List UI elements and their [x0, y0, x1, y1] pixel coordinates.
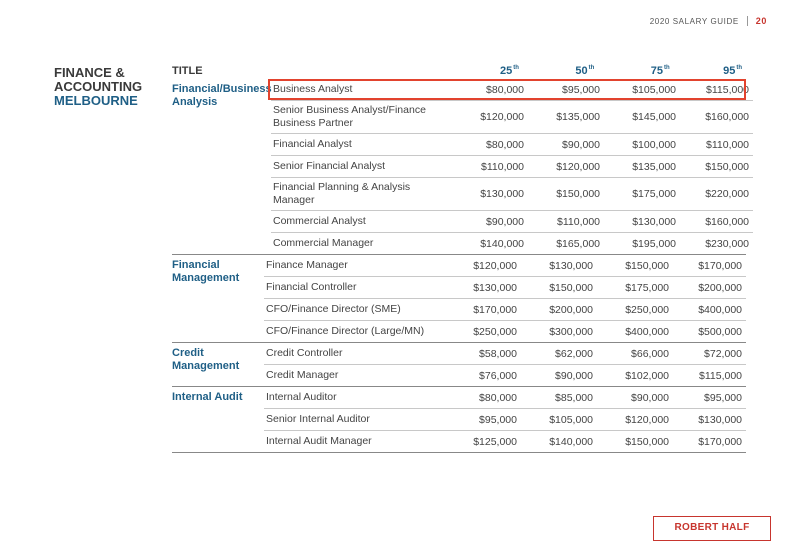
salary-p25-cell: $170,000 [473, 303, 517, 316]
job-title-cell: Commercial Manager [273, 237, 374, 249]
section-title-line2: ACCOUNTING [54, 79, 143, 94]
robert-half-logo: ROBERT HALF [653, 516, 771, 541]
table-row [271, 156, 753, 178]
salary-p75-cell: $150,000 [625, 435, 669, 448]
job-title-cell: Financial Planning & Analysis Manager [273, 181, 411, 206]
job-title-cell: CFO/Finance Director (Large/MN) [266, 325, 425, 337]
salary-p25-cell: $140,000 [480, 237, 524, 250]
salary-p50-cell: $90,000 [555, 369, 593, 382]
salary-p25-cell: $120,000 [473, 259, 517, 272]
salary-p75-cell: $145,000 [632, 111, 676, 123]
table-row [271, 178, 753, 211]
group-name: Internal Audit [172, 391, 243, 403]
salary-p25-cell: $95,000 [479, 413, 517, 426]
group-rows [264, 343, 746, 386]
highlight-box [268, 79, 746, 100]
job-title-cell: Financial Controller [266, 281, 357, 293]
table-row [271, 101, 753, 134]
salary-p50-cell: $90,000 [562, 138, 600, 151]
salary-p75-cell: $175,000 [632, 188, 676, 200]
salary-p25-cell: $110,000 [480, 160, 524, 173]
percentile-50-header: 50th [575, 65, 595, 77]
salary-p95-cell: $115,000 [705, 83, 749, 96]
table-group [172, 387, 746, 453]
group-name: Financial/Business Analysis [172, 83, 272, 108]
salary-p75-cell: $195,000 [632, 237, 676, 250]
salary-p75-cell: $90,000 [631, 391, 669, 404]
table-header [172, 62, 746, 79]
salary-p95-cell: $170,000 [698, 259, 742, 272]
salary-p25-cell: $250,000 [473, 325, 517, 338]
table-row [264, 343, 746, 365]
salary-p95-cell: $500,000 [698, 325, 742, 338]
salary-p95-cell: $115,000 [698, 369, 742, 382]
salary-p95-cell: $200,000 [698, 281, 742, 294]
salary-p50-cell: $120,000 [556, 160, 600, 173]
salary-p75-cell: $400,000 [625, 325, 669, 338]
table-row [264, 409, 746, 431]
page-header [650, 16, 767, 26]
salary-p25-cell: $130,000 [480, 188, 524, 200]
salary-p25-cell: $58,000 [479, 347, 517, 360]
table-row [264, 299, 746, 321]
salary-p95-cell: $150,000 [705, 160, 749, 173]
group-rows [264, 387, 746, 452]
salary-p95-cell: $220,000 [705, 188, 749, 200]
salary-p50-cell: $300,000 [549, 325, 593, 338]
job-title-cell: Commercial Analyst [273, 215, 366, 227]
salary-p25-cell: $120,000 [480, 111, 524, 123]
salary-p95-cell: $95,000 [704, 391, 742, 404]
section-title [54, 66, 142, 108]
section-title-line1: FINANCE & [54, 65, 125, 80]
salary-p50-cell: $150,000 [556, 188, 600, 200]
salary-p75-cell: $66,000 [631, 347, 669, 360]
table-group [172, 79, 749, 255]
salary-p50-cell: $130,000 [549, 259, 593, 272]
table-row [271, 134, 753, 156]
salary-p95-cell: $110,000 [705, 138, 749, 151]
table-row [264, 387, 746, 409]
table-body [172, 79, 749, 453]
salary-p25-cell: $130,000 [473, 281, 517, 294]
salary-table [172, 62, 749, 453]
salary-p50-cell: $95,000 [562, 83, 600, 96]
group-rows [271, 79, 753, 254]
salary-p25-cell: $80,000 [486, 138, 524, 151]
section-location: MELBOURNE [54, 93, 138, 108]
group-name: Credit Management [172, 347, 240, 372]
salary-p50-cell: $110,000 [556, 215, 600, 228]
job-title-cell: Credit Controller [266, 347, 343, 359]
salary-p75-cell: $250,000 [625, 303, 669, 316]
salary-p50-cell: $62,000 [555, 347, 593, 360]
guide-title: 2020 SALARY GUIDE [649, 16, 739, 26]
salary-p25-cell: $90,000 [486, 215, 524, 228]
title-column-header: TITLE [172, 65, 203, 77]
salary-p75-cell: $100,000 [632, 138, 676, 151]
salary-p75-cell: $135,000 [632, 160, 676, 173]
percentile-25-header: 25th [500, 65, 519, 77]
salary-p50-cell: $85,000 [555, 391, 593, 404]
salary-p95-cell: $160,000 [705, 215, 749, 228]
table-row [271, 211, 753, 233]
table-row [264, 365, 746, 386]
job-title-cell: Internal Audit Manager [266, 435, 372, 447]
salary-p50-cell: $140,000 [549, 435, 593, 448]
salary-p75-cell: $120,000 [625, 413, 669, 426]
table-row [264, 277, 746, 299]
job-title-cell: Finance Manager [266, 259, 348, 271]
salary-p95-cell: $230,000 [705, 237, 749, 250]
salary-p50-cell: $200,000 [549, 303, 593, 316]
job-title-cell: Senior Business Analyst/Finance Business Partner [273, 104, 426, 129]
salary-p75-cell: $175,000 [625, 281, 669, 294]
salary-p75-cell: $102,000 [625, 369, 669, 382]
table-row [264, 431, 746, 452]
salary-p95-cell: $170,000 [698, 435, 742, 448]
table-group [172, 255, 746, 343]
salary-p75-cell: $130,000 [632, 215, 676, 228]
salary-p50-cell: $150,000 [549, 281, 593, 294]
job-title-cell: Senior Internal Auditor [266, 413, 370, 425]
percentile-95-header: 95th [723, 65, 742, 77]
salary-p75-cell: $150,000 [625, 259, 669, 272]
group-name: Financial Management [172, 259, 240, 284]
table-row [271, 233, 753, 254]
salary-p95-cell: $130,000 [698, 413, 742, 426]
salary-p95-cell: $160,000 [705, 111, 749, 123]
salary-p50-cell: $165,000 [556, 237, 600, 250]
job-title-cell: Senior Financial Analyst [273, 160, 386, 172]
job-title-cell: Credit Manager [266, 369, 339, 381]
salary-p25-cell: $80,000 [486, 83, 524, 96]
salary-p50-cell: $135,000 [556, 111, 600, 123]
group-rows [264, 255, 746, 342]
salary-p25-cell: $76,000 [479, 369, 517, 382]
salary-p25-cell: $80,000 [479, 391, 517, 404]
salary-p75-cell: $105,000 [632, 83, 676, 96]
job-title-cell: Financial Analyst [273, 138, 352, 150]
salary-p25-cell: $125,000 [473, 435, 517, 448]
header-divider [747, 16, 748, 26]
salary-p95-cell: $72,000 [704, 347, 742, 360]
salary-p95-cell: $400,000 [698, 303, 742, 316]
job-title-cell: Business Analyst [273, 83, 353, 95]
job-title-cell: Internal Auditor [266, 391, 337, 403]
table-row [264, 321, 746, 342]
job-title-cell: CFO/Finance Director (SME) [266, 303, 401, 315]
page-number: 20 [755, 16, 767, 26]
table-group [172, 343, 746, 387]
salary-p50-cell: $105,000 [549, 413, 593, 426]
percentile-75-header: 75th [650, 65, 670, 77]
table-row [264, 255, 746, 277]
